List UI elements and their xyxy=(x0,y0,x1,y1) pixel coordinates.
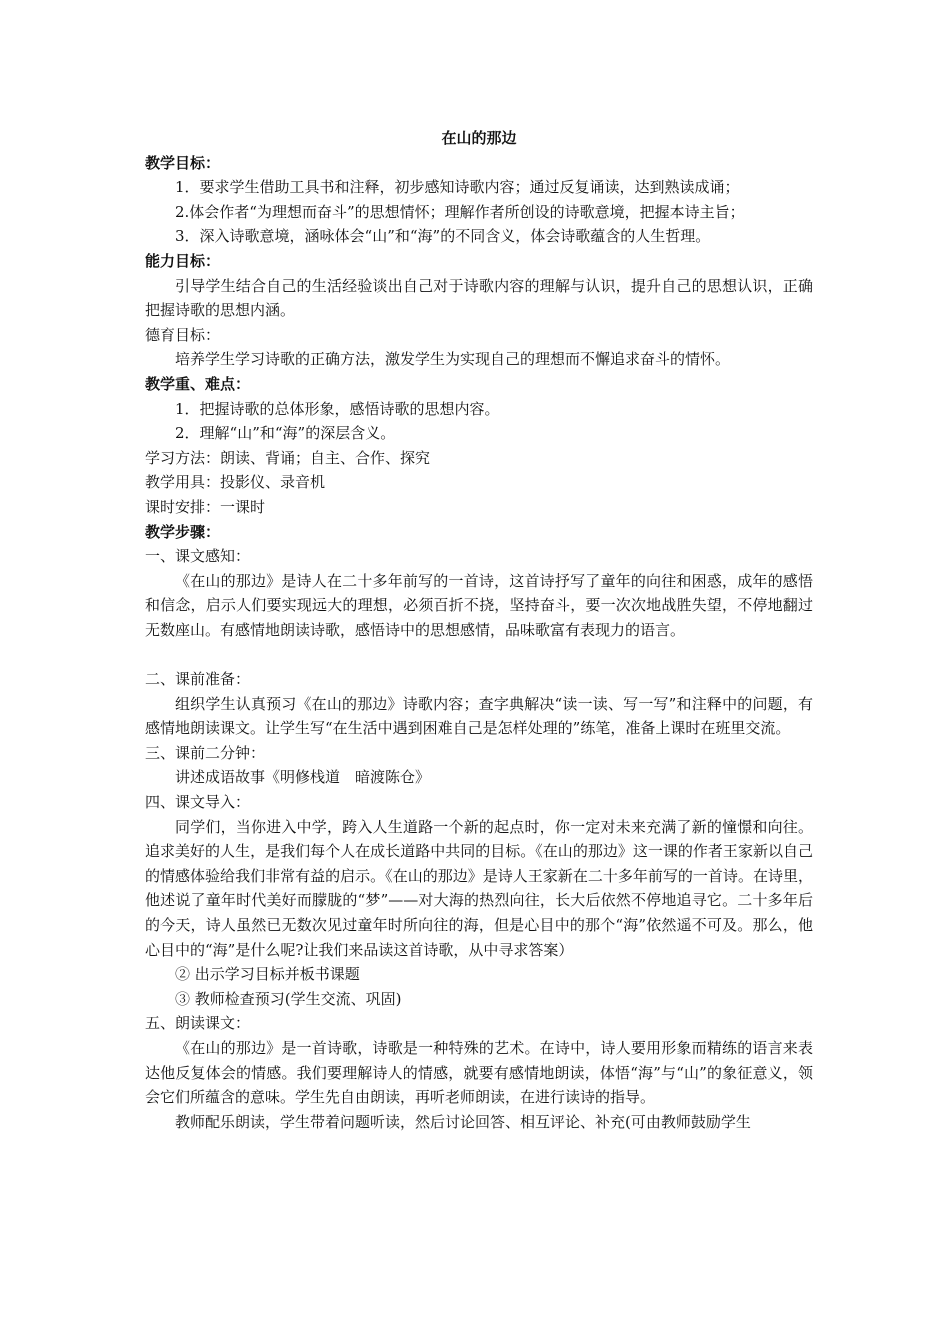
teaching-goal-item: 2.体会作者“为理想而奋斗”的思想情怀；理解作者所创设的诗歌意境，把握本诗主旨； xyxy=(175,202,745,221)
document-title: 在山的那边 xyxy=(441,129,517,147)
teaching-goal-item: 3．深入诗歌意境，涵咏体会“山”和“海”的不同含义，体会诗歌蕴含的人生哲理。 xyxy=(175,227,711,246)
step-4-heading: 四、课文导入： xyxy=(145,793,251,812)
step-2-text: 组织学生认真预习《在山的那边》诗歌内容；查字典解决“读一读、写一写”和注释中的问题，有感情地朗读课文。让学生写“在生活中遇到困难自己是怎样处理的”练笔，准备上课时在班里交流。 xyxy=(145,694,813,738)
learning-methods: 学习方法：朗读、背诵；自主、合作、探究 xyxy=(145,448,431,467)
step-4-text: 同学们，当你进入中学，跨入人生道路一个新的起点时，你一定对未来充满了新的憧憬和向往。追求美好的人生，是我们每个人在成长道路中共同的目标。《在山的那边》这一课的作者王家新以自己的情感体验给我们非常有益的启示。《在山的那边》是诗人王家新在二十多年前写的一首诗。在诗里，他述说了童年时代美好而朦胧的“梦”——对大海的热烈向往，长大后依然不停地追寻它。二十多年后的今天，诗人虽然已无数次见过童年时所向往的海，但是心目中的那个“海”依然遥不可及。那么，他心目中的“海”是什么呢?让我们来品读这首诗歌，从中寻求答案） xyxy=(145,817,813,959)
step-3-heading: 三、课前二分钟： xyxy=(145,743,266,762)
teaching-tools: 教学用具：投影仪、录音机 xyxy=(145,473,326,492)
key-point-item: 2．理解“山”和“海”的深层含义。 xyxy=(175,424,396,443)
blank-line xyxy=(145,642,813,667)
teaching-goals-heading: 教学目标： xyxy=(145,153,221,172)
teaching-steps-heading: 教学步骤： xyxy=(145,522,221,541)
step-1-heading: 一、课文感知： xyxy=(145,547,251,566)
step-5-text: 教师配乐朗读，学生带着问题听读，然后讨论回答、相互评论、补充(可由教师鼓励学生 xyxy=(175,1112,751,1131)
ability-goals-heading: 能力目标： xyxy=(145,251,221,270)
document-page xyxy=(145,126,813,1134)
key-point-item: 1．把握诗歌的总体形象，感悟诗歌的思想内容。 xyxy=(175,399,500,418)
step-1-text: 《在山的那边》是诗人在二十多年前写的一首诗，这首诗抒写了童年的向往和困惑，成年的感悟和信念，启示人们要实现远大的理想，必须百折不挠，坚持奋斗，要一次次地战胜失望，不停地翻过无数座山。有感情地朗读诗歌，感悟诗中的思想感情，品味歌富有表现力的语言。 xyxy=(145,571,813,639)
step-5-text: 《在山的那边》是一首诗歌，诗歌是一种特殊的艺术。在诗中，诗人要用形象而精练的语言来表达他反复体会的情感。我们要理解诗人的情感，就要有感情地朗读，体悟“海”与“山”的象征意义，领会它们所蕴含的意味。学生先自由朗读，再听老师朗读，在进行读诗的指导。 xyxy=(145,1038,813,1107)
step-5-heading: 五、朗读课文： xyxy=(145,1014,251,1033)
class-schedule: 课时安排：一课时 xyxy=(145,497,266,516)
key-points-heading: 教学重、难点： xyxy=(145,374,251,393)
step-3-text: 讲述成语故事《明修栈道 暗渡陈仓》 xyxy=(175,768,431,787)
moral-goals-heading: 德育目标： xyxy=(145,325,221,344)
ability-goals-text: 引导学生结合自己的生活经验谈出自己对于诗歌内容的理解与认识，提升自己的思想认识，正确把握诗歌的思想内涵。 xyxy=(145,276,813,320)
moral-goals-text: 培养学生学习诗歌的正确方法，激发学生为实现自己的理想而不懈追求奋斗的情怀。 xyxy=(175,350,731,369)
step-4-item: ② 出示学习目标并板书课题 xyxy=(175,965,360,984)
step-4-item: ③ 教师检查预习(学生交流、巩固) xyxy=(175,989,402,1008)
step-2-heading: 二、课前准备： xyxy=(145,670,251,689)
teaching-goal-item: 1．要求学生借助工具书和注释，初步感知诗歌内容；通过反复诵读，达到熟读成诵； xyxy=(175,178,740,197)
